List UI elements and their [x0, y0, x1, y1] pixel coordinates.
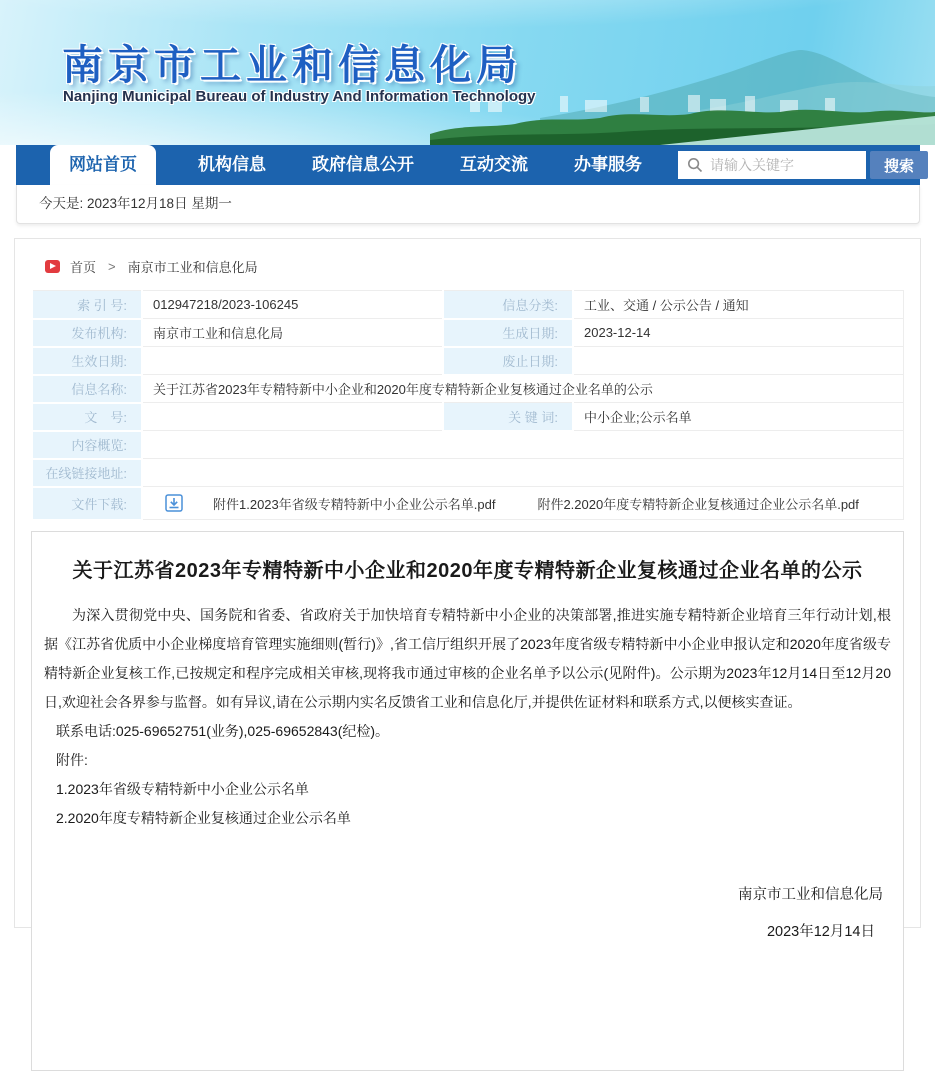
- search-input[interactable]: [678, 151, 866, 179]
- meta-label-expiry-date: 废止日期:: [443, 347, 573, 375]
- content-wrapper: [14, 238, 921, 940]
- search-field: [678, 151, 866, 179]
- tab-services[interactable]: 办事服务: [574, 155, 642, 174]
- breadcrumb-home-link[interactable]: 首页: [70, 260, 97, 275]
- meta-value-index-no: 012947218/2023-106245: [142, 291, 443, 319]
- meta-value-category: 工业、交通 / 公示公告 / 通知: [573, 291, 904, 319]
- meta-label-index-no: 索 引 号:: [32, 291, 142, 319]
- attachments-heading: 附件:: [56, 751, 88, 768]
- meta-value-info-name: 关于江苏省2023年专精特新中小企业和2020年度专精特新企业复核通过企业名单的公示: [142, 375, 904, 403]
- today-date-text: 今天是: 2023年12月18日 星期一: [39, 196, 232, 211]
- meta-label-file-download: 文件下载:: [32, 487, 142, 520]
- table-row: [32, 375, 904, 403]
- signature-agency: 南京市工业和信息化局: [738, 886, 883, 903]
- tab-home[interactable]: 网站首页: [50, 145, 156, 185]
- site-title: 南京市工业和信息化局: [62, 42, 522, 88]
- meta-label-online-link: 在线链接地址:: [32, 459, 142, 487]
- meta-label-keywords: 关 键 词:: [443, 403, 573, 431]
- document-meta-table: [31, 290, 904, 521]
- download-icon: [165, 494, 183, 512]
- breadcrumb-current: 南京市工业和信息化局: [127, 260, 258, 275]
- table-row: [32, 291, 904, 319]
- meta-value-file-download: [142, 487, 904, 520]
- article-title: 关于江苏省2023年专精特新中小企业和2020年度专精特新企业复核通过企业名单的公示: [72, 559, 863, 582]
- meta-value-online-link: [142, 459, 904, 487]
- meta-label-publisher: 发布机构:: [32, 319, 142, 347]
- table-row: [32, 403, 904, 431]
- breadcrumb-marker-icon: [45, 260, 60, 273]
- breadcrumb-separator: >: [108, 259, 116, 274]
- meta-value-publisher: 南京市工业和信息化局: [142, 319, 443, 347]
- tab-gov-info-disclosure[interactable]: 政府信息公开: [312, 155, 414, 174]
- table-row: [32, 487, 904, 520]
- tab-interaction[interactable]: 互动交流: [460, 155, 528, 174]
- table-row: [32, 431, 904, 459]
- table-row: [32, 347, 904, 375]
- attachment-item-1: 1.2023年省级专精特新中小企业公示名单: [56, 780, 309, 797]
- meta-label-info-name: 信息名称:: [32, 375, 142, 403]
- search-button[interactable]: 搜索: [870, 151, 928, 179]
- meta-label-effective-date: 生效日期:: [32, 347, 142, 375]
- site-banner: [0, 0, 935, 145]
- tab-org-info[interactable]: 机构信息: [198, 155, 266, 174]
- date-bar: [16, 185, 920, 224]
- meta-label-category: 信息分类:: [443, 291, 573, 319]
- table-row: [32, 319, 904, 347]
- article-paragraph: 为深入贯彻党中央、国务院和省委、省政府关于加快培育专精特新中小企业的决策部署,推进实施专精特新企业培育三年行动计划,根据《江苏省优质中小企业梯度培育管理实施细则(暂行)》,省工信厅组织开展了2023年度省级专精特新中小企业申报认定和2020年度省级专精特新企业复核工作,已按规定和程序完成相关审核,现将我市通过审核的企业名单予以公示(见附件)。公示期为2023年12月14日至12月20日,欢迎社会各界参与监督。如有异议,请在公示期内实名反馈省工业和信息化厅,并提供佐证材料和联系方式,以便核实查证。: [44, 606, 891, 710]
- contact-phone-line: 联系电话:025-69652751(业务),025-69652843(纪检)。: [56, 722, 390, 739]
- attachment-pdf-link-2[interactable]: 附件2.2020年度专精特新企业复核通过企业公示名单.pdf: [537, 496, 859, 512]
- table-row: [32, 459, 904, 487]
- signature-date: 2023年12月14日: [766, 923, 875, 940]
- attachment-pdf-link-1[interactable]: 附件1.2023年省级专精特新中小企业公示名单.pdf: [213, 496, 496, 512]
- meta-value-created-date: 2023-12-14: [573, 319, 904, 347]
- meta-value-overview: [142, 431, 904, 459]
- meta-label-doc-no: 文 号:: [32, 403, 142, 431]
- search-icon: [687, 157, 703, 173]
- meta-label-created-date: 生成日期:: [443, 319, 573, 347]
- search-box: [678, 145, 928, 185]
- breadcrumb: [45, 257, 904, 276]
- meta-value-doc-no: [142, 403, 443, 431]
- announcement-article: [31, 531, 904, 1071]
- meta-value-keywords: 中小企业;公示名单: [573, 403, 904, 431]
- site-title-english: Nanjing Municipal Bureau of Industry And Information Technology: [63, 88, 536, 105]
- meta-value-effective-date: [142, 347, 443, 375]
- main-nav: [16, 145, 920, 185]
- attachment-item-2: 2.2020年度专精特新企业复核通过企业公示名单: [56, 809, 351, 826]
- meta-label-overview: 内容概览:: [32, 431, 142, 459]
- meta-value-expiry-date: [573, 347, 904, 375]
